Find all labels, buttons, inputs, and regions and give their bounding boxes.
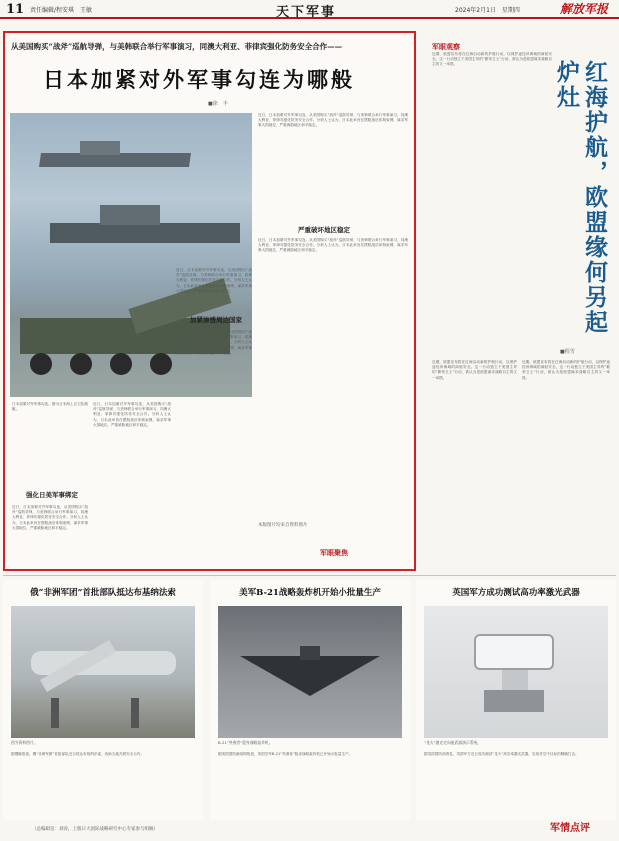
- news-card-2-caption: B-21“突袭者”隐身战略轰炸机。: [218, 740, 273, 745]
- subhead-2: 加紧渗透周边国家: [190, 316, 242, 324]
- sidebar-tag: 军眼观察: [432, 43, 460, 51]
- sidebar-body-1: 近期，欧盟宣布将在红海启动新的护航行动，以保护途经该海域的商船安全。这一行动独立于美国主导的“繁荣卫士”行动，被认为是欧盟谋求战略自主的又一举措。: [432, 52, 552, 67]
- news-card-1-photo: [11, 606, 195, 738]
- page-number: 11: [6, 2, 25, 17]
- lead-headline: 日本加紧对外军事勾连为哪般: [43, 67, 355, 92]
- news-card-1-caption: 图为资料图片。: [11, 740, 38, 745]
- lead-body-right-2: 近日，日本加紧对外军事勾连，从美国购买“战斧”巡航导弹，与美韩联合举行军事演习，同澳大利亚、菲律宾强化防务安全合作。分析人士认为，日本此举旨在摆脱战后体制束缚，谋求军事大国地位，严重威胁地区和平稳定。: [258, 238, 408, 253]
- sidebar-tag-row: [432, 34, 612, 51]
- news-card-3-title: 英国军方成功测试高功率激光武器: [452, 588, 580, 598]
- news-card-1-body: 据俄媒报道，俄“非洲军团”首批部队近日抵达布基纳法索，协助当地开展安全合作。: [11, 752, 145, 756]
- lead-body-mid-2: 近日，日本加紧对外军事勾连，从美国购买“战斧”巡航导弹，与美韩联合举行军事演习，同澳大利亚、菲律宾强化防务安全合作。分析人士认为，日本此举旨在摆脱战后体制束缚，谋求军事大国地位，严重威胁地区和平稳定。: [176, 330, 252, 355]
- news-card-3-body: 据英国国防部消息，英国军方近日成功测试“龙火”高功率激光武器，实现对空中目标的精确打击。: [424, 752, 579, 756]
- editors-line: 责任编辑/程安琪 王敏: [30, 7, 93, 14]
- sidebar-body-2: 近期，欧盟宣布将在红海启动新的护航行动，以保护途经该海域的商船安全。这一行动独立于美国主导的“繁荣卫士”行动，被认为是欧盟谋求战略自主的又一举措。: [432, 360, 517, 380]
- photo-source-note: 本版图片均来自资料图片: [258, 523, 308, 528]
- news-card-1: [3, 580, 203, 820]
- news-card-3-photo: [424, 606, 608, 738]
- news-card-1-title: 俄“非洲军团”首批部队抵达布基纳法索: [30, 588, 176, 598]
- lead-byline: ■徐 丰: [208, 101, 228, 107]
- lead-body-left: 近日，日本加紧对外军事勾连，从美国购买“战斧”巡航导弹，与美韩联合举行军事演习，同澳大利亚、菲律宾强化防务安全合作。分析人士认为，日本此举旨在摆脱战后体制束缚，谋求军事大国地位，严重威胁地区和平稳定。: [12, 505, 88, 530]
- section-title: 天下军事: [276, 5, 337, 20]
- issue-date: 2024年2月1日 星期四: [455, 7, 520, 14]
- sidebar-body-3: 近期，欧盟宣布将在红海启动新的护航行动，以保护途经该海域的商船安全。这一行动独立于美国主导的“繁荣卫士”行动，被认为是欧盟谋求战略自主的又一举措。: [522, 360, 610, 380]
- footer-brand: 军情点评: [550, 823, 590, 834]
- paper-logo: 解放军报: [560, 2, 609, 16]
- news-card-2-photo: [218, 606, 402, 738]
- sidebar-headline: 红海护航，欧盟缘何另起炉灶: [553, 60, 608, 335]
- lead-kicker: 从美国购买“战斧”巡航导弹，与美韩联合举行军事演习，同澳大利亚、菲律宾强化防务安全合作——: [11, 42, 343, 51]
- lower-section-tag: 军眼聚焦: [320, 549, 348, 557]
- subhead-3: 严重破坏地区稳定: [298, 226, 350, 234]
- news-card-3: [416, 580, 616, 820]
- sidebar-byline: ■程雪: [560, 349, 575, 355]
- photo-caption: 日本加紧对外军事勾连。图为日本海上自卫队舰艇。: [12, 402, 88, 412]
- news-card-3-caption: “龙火”激光定向能武器演示系统。: [424, 740, 482, 745]
- subhead-1: 强化日美军事绑定: [26, 491, 78, 499]
- lead-body-left-2: 近日，日本加紧对外军事勾连，从美国购买“战斧”巡航导弹，与美韩联合举行军事演习，同澳大利亚、菲律宾强化防务安全合作。分析人士认为，日本此举旨在摆脱战后体制束缚，谋求军事大国地位，严重威胁地区和平稳定。: [93, 402, 171, 427]
- footer-note: （总编辑室：刘涛，上版日大国际战略研究中心专家参与组稿）: [32, 827, 158, 832]
- lead-body-mid-1: 近日，日本加紧对外军事勾连，从美国购买“战斧”巡航导弹，与美韩联合举行军事演习，同澳大利亚、菲律宾强化防务安全合作。分析人士认为，日本此举旨在摆脱战后体制束缚，谋求军事大国地位，严重威胁地区和平稳定。: [176, 268, 252, 293]
- news-card-2: [210, 580, 410, 820]
- news-card-2-title: 美军B-21战略轰炸机开始小批量生产: [239, 588, 381, 598]
- news-card-2-body: 据美国国防新闻网报道，美国空军B-21“突袭者”隐身战略轰炸机已开始小批量生产。: [218, 752, 353, 756]
- lead-body-right-1: 近日，日本加紧对外军事勾连，从美国购买“战斧”巡航导弹，与美韩联合举行军事演习，同澳大利亚、菲律宾强化防务安全合作。分析人士认为，日本此举旨在摆脱战后体制束缚，谋求军事大国地位，严重威胁地区和平稳定。: [258, 113, 408, 128]
